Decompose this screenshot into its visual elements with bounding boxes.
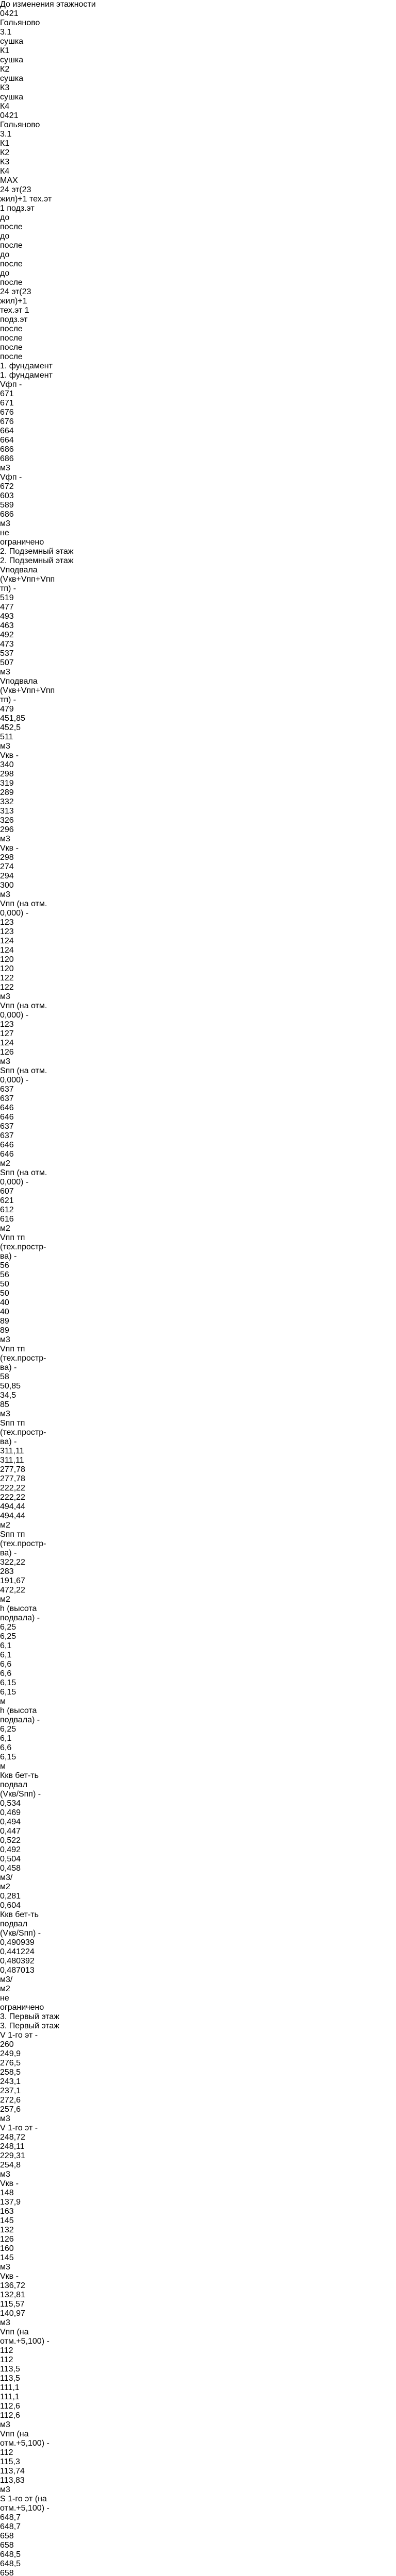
value-cell[interactable]: 56	[0, 1261, 9, 1270]
value-cell[interactable]: 6,6	[0, 1669, 12, 1678]
value-cell[interactable]: 311,11	[0, 1447, 24, 1455]
table-row	[0, 751, 396, 900]
value-cell[interactable]: 112	[0, 2448, 13, 2457]
value-cell[interactable]: 0,447	[0, 1827, 21, 1836]
unit-cell[interactable]: м3	[0, 519, 10, 528]
row-label-cell[interactable]: V 1-го эт -	[0, 2031, 38, 2040]
value-cell[interactable]: 479	[0, 705, 14, 714]
unit-cell[interactable]: м3	[0, 2485, 10, 2494]
value-cell[interactable]: 493	[0, 612, 14, 621]
value-cell[interactable]: 40	[0, 1298, 9, 1307]
value-cell[interactable]: 0,469	[0, 1808, 21, 1817]
unit-cell[interactable]: м3	[0, 2114, 10, 2123]
value-cell[interactable]: 511	[0, 733, 13, 741]
table-row	[0, 2179, 396, 2328]
value-cell[interactable]: 6,15	[0, 1679, 16, 1687]
value-cell[interactable]: 332	[0, 798, 14, 806]
project-ref-cell[interactable]: 0,604	[0, 1901, 21, 1910]
value-cell[interactable]: 89	[0, 1317, 9, 1326]
unit-cell[interactable]: м3	[0, 2170, 10, 2179]
unit-cell[interactable]: м2	[0, 1159, 10, 1168]
value-cell[interactable]: 274	[0, 862, 14, 871]
value-cell[interactable]: 113,5	[0, 2365, 20, 2374]
row-label-cell[interactable]: Vпп (на отм.+5,100) -	[0, 2430, 50, 2448]
group-header-k3[interactable]: сушка К3	[0, 74, 24, 92]
section-header-cell[interactable]: 2. Подземный этаж	[0, 556, 74, 565]
unit-cell[interactable]: м3/м2	[0, 1873, 13, 1891]
value-cell[interactable]: 298	[0, 770, 14, 778]
subcol-posle[interactable]: после	[0, 223, 23, 231]
value-cell[interactable]: 123	[0, 918, 14, 927]
value-cell[interactable]: 612	[0, 1206, 14, 1214]
value-cell[interactable]: 664	[0, 436, 14, 445]
value-cell[interactable]: 0,458	[0, 1864, 21, 1873]
value-cell[interactable]: 319	[0, 779, 14, 788]
value-cell[interactable]: 127	[0, 1029, 14, 1038]
unit-cell[interactable]: м2	[0, 1595, 10, 1604]
row-label-cell[interactable]: Vпп тп (тех.простр-ва) -	[0, 1233, 46, 1261]
value-cell[interactable]: 56	[0, 1270, 9, 1279]
value-cell[interactable]: 646	[0, 1150, 14, 1159]
value-cell[interactable]: 294	[0, 872, 14, 880]
value-cell[interactable]: 113,83	[0, 2476, 25, 2485]
unit-cell[interactable]: м	[0, 1762, 6, 1771]
row-label-cell[interactable]: S 1-го эт (на отм.+5,100) -	[0, 2495, 50, 2513]
value-cell[interactable]: 50	[0, 1280, 9, 1289]
value-cell[interactable]: 6,1	[0, 1734, 12, 1743]
value-cell[interactable]: 89	[0, 1326, 9, 1335]
value-cell[interactable]: 6,25	[0, 1725, 16, 1734]
value-cell[interactable]: 126	[0, 2235, 14, 2244]
value-cell[interactable]: 494,44	[0, 1502, 25, 1511]
unit-cell[interactable]: м3	[0, 2420, 10, 2429]
subcol-do[interactable]: до	[0, 232, 10, 241]
value-cell[interactable]: 6,15	[0, 1753, 16, 1761]
value-cell[interactable]: 621	[0, 1196, 14, 1205]
value-cell[interactable]: 258,5	[0, 2068, 21, 2077]
row-label-cell[interactable]: Vфп -	[0, 380, 22, 389]
right-table-subtitle[interactable]: 24 эт(23 жил)+1 тех.эт 1 подз.эт	[0, 287, 31, 324]
subcol-do[interactable]: до	[0, 269, 10, 278]
value-cell[interactable]: 115,57	[0, 2300, 25, 2309]
row-label-cell[interactable]: Ккв бет-ть подвал (Vкв/Sпп) -	[0, 1910, 41, 1938]
value-cell[interactable]: 163	[0, 2207, 14, 2216]
row-label-cell[interactable]: Vкв -	[0, 844, 19, 853]
max-cell[interactable]: не ограничено	[0, 1994, 44, 2012]
value-cell[interactable]: 283	[0, 1567, 14, 1576]
value-cell[interactable]: 298	[0, 853, 14, 862]
subcol-posle[interactable]: после	[0, 241, 23, 250]
value-cell[interactable]: 6,6	[0, 1743, 12, 1752]
value-cell[interactable]: 472,22	[0, 1586, 25, 1595]
value-cell[interactable]: 113,5	[0, 2374, 20, 2383]
value-cell[interactable]: 254,8	[0, 2161, 21, 2170]
value-cell[interactable]: 136,72	[0, 2281, 25, 2290]
value-cell[interactable]: 494,44	[0, 1512, 25, 1520]
value-cell[interactable]: 637	[0, 1131, 14, 1140]
value-cell[interactable]: 237,1	[0, 2087, 21, 2095]
col-header-k3[interactable]: К3	[0, 158, 10, 166]
value-cell[interactable]: 0,487013	[0, 1966, 35, 1975]
value-cell[interactable]: 124	[0, 937, 14, 945]
value-cell[interactable]: 686	[0, 445, 14, 454]
value-cell[interactable]: 277,78	[0, 1465, 25, 1474]
max-header[interactable]: MAX	[0, 176, 18, 185]
value-cell[interactable]: 473	[0, 640, 14, 649]
unit-cell[interactable]: м3	[0, 1057, 10, 1066]
subcol-posle[interactable]: после	[0, 325, 23, 333]
value-cell[interactable]: 637	[0, 1122, 14, 1131]
table-row	[0, 2012, 396, 2031]
value-cell[interactable]: 140,97	[0, 2309, 25, 2318]
value-cell[interactable]: 120	[0, 964, 14, 973]
value-cell[interactable]: 589	[0, 501, 14, 510]
value-cell[interactable]: 123	[0, 927, 14, 936]
value-cell[interactable]: 519	[0, 594, 14, 602]
value-cell[interactable]: 0,480392	[0, 1957, 35, 1965]
spreadsheet-gridlines	[0, 0, 396, 245]
value-cell[interactable]: 0,522	[0, 1836, 21, 1845]
value-cell[interactable]: 6,1	[0, 1651, 12, 1659]
subcol-do[interactable]: до	[0, 250, 10, 259]
value-cell[interactable]: 326	[0, 816, 14, 825]
value-cell[interactable]: 112,6	[0, 2411, 20, 2420]
table-row	[0, 1771, 396, 2012]
table-row	[0, 566, 396, 751]
row-label-cell[interactable]: Sпп тп (тех.простр-ва) -	[0, 1419, 46, 1446]
unit-cell[interactable]: м3	[0, 2318, 10, 2327]
value-cell[interactable]: 132	[0, 2226, 14, 2234]
row-label-cell[interactable]: V 1-го эт -	[0, 2124, 38, 2132]
value-cell[interactable]: 277,78	[0, 1475, 25, 1483]
table-row	[0, 1233, 396, 1419]
value-cell[interactable]: 124	[0, 946, 14, 955]
value-cell[interactable]: 120	[0, 955, 14, 964]
section-header-cell[interactable]: 1. фундамент	[0, 362, 53, 370]
value-cell[interactable]: 492	[0, 631, 14, 639]
table-row	[0, 380, 396, 547]
value-cell[interactable]: 248,72	[0, 2133, 25, 2142]
value-cell[interactable]: 648,5	[0, 2560, 21, 2568]
value-cell[interactable]: 300	[0, 881, 14, 890]
row-label-cell[interactable]: Vкв -	[0, 2272, 19, 2281]
value-cell[interactable]: 248,11	[0, 2142, 25, 2151]
unit-cell[interactable]: м2	[0, 1224, 10, 1233]
row-label-cell[interactable]: Sпп (на отм. 0,000) -	[0, 1066, 47, 1084]
unit-cell[interactable]: м3	[0, 1410, 10, 1418]
subcol-posle[interactable]: после	[0, 343, 23, 352]
value-cell[interactable]: 122	[0, 974, 14, 982]
value-cell[interactable]: 276,5	[0, 2059, 21, 2067]
section-header-cell[interactable]: 1. фундамент	[0, 371, 53, 380]
subcol-do[interactable]: до	[0, 213, 10, 222]
unit-cell[interactable]: м3	[0, 668, 10, 676]
value-cell[interactable]: 658	[0, 2569, 14, 2576]
value-cell[interactable]: 340	[0, 760, 14, 769]
row-label-cell[interactable]: Vпп (на отм. 0,000) -	[0, 1002, 47, 1020]
value-cell[interactable]: 637	[0, 1094, 14, 1103]
value-cell[interactable]: 112	[0, 2346, 13, 2355]
value-cell[interactable]: 112	[0, 2355, 13, 2364]
value-cell[interactable]: 616	[0, 1215, 14, 1224]
value-cell[interactable]: 686	[0, 454, 14, 463]
value-cell[interactable]: 229,31	[0, 2151, 25, 2160]
group-header-k2[interactable]: сушка К2	[0, 56, 24, 74]
value-cell[interactable]: 686	[0, 510, 14, 519]
value-cell[interactable]: 646	[0, 1104, 14, 1112]
unit-cell[interactable]: м3	[0, 1335, 10, 1344]
table-row	[0, 1419, 396, 1604]
left-table-title[interactable]: 0421 Гольяново 3.1	[0, 9, 40, 37]
unit-cell[interactable]: м3	[0, 835, 10, 843]
value-cell[interactable]: 124	[0, 1039, 14, 1047]
value-cell[interactable]: 648,5	[0, 2550, 21, 2559]
value-cell[interactable]: 0,441224	[0, 1947, 35, 1956]
table-row	[0, 1066, 396, 1233]
table-row	[0, 900, 396, 1066]
row-label-cell[interactable]: Vпп (на отм. 0,000) -	[0, 900, 47, 918]
value-cell[interactable]: 311,11	[0, 1456, 24, 1465]
col-header-k4[interactable]: К4	[0, 167, 10, 176]
unit-cell[interactable]: м3	[0, 992, 10, 1001]
section-header-cell[interactable]: 2. Подземный этаж	[0, 547, 74, 556]
unit-cell[interactable]: м3	[0, 890, 10, 899]
value-cell[interactable]: 637	[0, 1085, 14, 1094]
value-cell[interactable]: 126	[0, 1048, 14, 1057]
value-cell[interactable]: 122	[0, 983, 14, 992]
value-cell[interactable]: 0,492	[0, 1845, 21, 1854]
value-cell[interactable]: 671	[0, 399, 14, 408]
unit-cell[interactable]: м3	[0, 742, 10, 751]
table-row	[0, 362, 396, 380]
table-row	[0, 547, 396, 566]
section-header-cell[interactable]: 3. Первый этаж	[0, 2012, 60, 2021]
group-header-k1[interactable]: сушка К1	[0, 37, 24, 55]
project-ref-cell[interactable]: 0,281	[0, 1892, 21, 1901]
value-cell[interactable]: 148	[0, 2189, 14, 2197]
subcol-posle[interactable]: после	[0, 352, 23, 361]
table-body	[0, 362, 396, 2576]
value-cell[interactable]: 222,22	[0, 1484, 25, 1493]
group-header-k4[interactable]: сушка К4	[0, 93, 24, 111]
value-cell[interactable]: 112,6	[0, 2402, 20, 2411]
row-label-cell[interactable]: Ккв бет-ть подвал (Vкв/Sпп) -	[0, 1771, 41, 1799]
value-cell[interactable]: 537	[0, 649, 14, 658]
value-cell[interactable]: 50	[0, 1289, 9, 1298]
value-cell[interactable]: 249,9	[0, 2049, 21, 2058]
value-cell[interactable]: 0,494	[0, 1818, 21, 1826]
row-label-cell[interactable]: Vфп -	[0, 473, 22, 482]
value-cell[interactable]: 452,5	[0, 723, 21, 732]
value-cell[interactable]: 58	[0, 1372, 9, 1381]
value-cell[interactable]: 257,6	[0, 2105, 21, 2114]
value-cell[interactable]: 658	[0, 2532, 14, 2540]
unit-cell[interactable]: м3/м2	[0, 1975, 13, 1993]
value-cell[interactable]: 648,7	[0, 2522, 21, 2531]
max-cell[interactable]: не ограничено	[0, 529, 44, 547]
col-header-k2[interactable]: К2	[0, 148, 10, 157]
unit-cell[interactable]: м	[0, 1697, 6, 1706]
subcol-posle[interactable]: после	[0, 260, 23, 268]
row-label-cell[interactable]: Vподвала (Vкв+Vпп+Vпп тп) -	[0, 677, 55, 704]
value-cell[interactable]: 671	[0, 389, 14, 398]
value-cell[interactable]: 607	[0, 1187, 14, 1196]
value-cell[interactable]: 272,6	[0, 2096, 21, 2105]
value-cell[interactable]: 40	[0, 1308, 9, 1316]
left-table-subtitle[interactable]: 24 эт(23 жил)+1 тех.эт 1 подз.эт	[0, 185, 52, 213]
row-label-cell[interactable]: Sпп (на отм. 0,000) -	[0, 1168, 47, 1187]
value-cell[interactable]: 296	[0, 825, 14, 834]
subcol-posle[interactable]: после	[0, 278, 23, 287]
value-cell[interactable]: 111,1	[0, 2393, 20, 2401]
value-cell[interactable]: 451,85	[0, 714, 25, 723]
value-cell[interactable]: 115,3	[0, 2458, 20, 2466]
row-label-cell[interactable]: Sпп тп (тех.простр-ва) -	[0, 1530, 46, 1557]
row-label-cell[interactable]: Vкв -	[0, 751, 19, 760]
value-cell[interactable]: 0,490939	[0, 1938, 35, 1947]
value-cell[interactable]: 0,504	[0, 1855, 21, 1863]
value-cell[interactable]: 6,6	[0, 1660, 12, 1669]
value-cell[interactable]: 260	[0, 2040, 14, 2049]
value-cell[interactable]: 289	[0, 788, 14, 797]
unit-cell[interactable]: м2	[0, 1521, 10, 1530]
table-row	[0, 2495, 396, 2576]
right-table-title[interactable]: 0421 Гольяново 3.1	[0, 111, 40, 139]
value-cell[interactable]: 646	[0, 1141, 14, 1149]
value-cell[interactable]: 145	[0, 2216, 14, 2225]
value-cell[interactable]: 50,85	[0, 1382, 21, 1391]
value-cell[interactable]: 648,7	[0, 2513, 21, 2522]
value-cell[interactable]: 676	[0, 417, 14, 426]
row-label-cell[interactable]: Vпп тп (тех.простр-ва) -	[0, 1345, 46, 1372]
subcol-posle[interactable]: после	[0, 334, 23, 343]
value-cell[interactable]: 6,25	[0, 1632, 16, 1641]
row-label-cell[interactable]: Vподвала (Vкв+Vпп+Vпп тп) -	[0, 566, 55, 593]
value-cell[interactable]: 145	[0, 2253, 14, 2262]
value-cell[interactable]: 477	[0, 603, 14, 612]
row-label-cell[interactable]: Vкв -	[0, 2179, 19, 2188]
value-cell[interactable]: 85	[0, 1400, 9, 1409]
value-cell[interactable]: 6,15	[0, 1688, 16, 1697]
row-label-cell[interactable]: h (высота подвала) -	[0, 1604, 40, 1622]
unit-cell[interactable]: м3	[0, 2263, 10, 2272]
value-cell[interactable]: 603	[0, 492, 14, 500]
value-cell[interactable]: 6,25	[0, 1623, 16, 1632]
value-cell[interactable]: 132,81	[0, 2291, 25, 2299]
row-label-cell[interactable]: Vпп (на отм.+5,100) -	[0, 2328, 50, 2346]
value-cell[interactable]: 664	[0, 427, 14, 435]
value-cell[interactable]: 34,5	[0, 1391, 16, 1400]
value-cell[interactable]: 676	[0, 408, 14, 417]
section-header-cell[interactable]: 3. Первый этаж	[0, 2022, 60, 2030]
value-cell[interactable]: 507	[0, 658, 14, 667]
value-cell[interactable]: 313	[0, 807, 14, 816]
row-label-cell[interactable]: h (высота подвала) -	[0, 1706, 40, 1724]
value-cell[interactable]: 463	[0, 621, 14, 630]
unit-cell[interactable]: м3	[0, 464, 10, 472]
table-row	[0, 2328, 396, 2495]
value-cell[interactable]: 191,67	[0, 1577, 25, 1585]
value-cell[interactable]: 646	[0, 1113, 14, 1122]
value-cell[interactable]: 0,534	[0, 1799, 21, 1808]
value-cell[interactable]: 6,1	[0, 1641, 12, 1650]
value-cell[interactable]: 123	[0, 1020, 14, 1029]
col-header-k1[interactable]: К1	[0, 139, 10, 148]
table-row	[0, 1604, 396, 1771]
value-cell[interactable]: 658	[0, 2541, 14, 2550]
value-cell[interactable]: 222,22	[0, 1493, 25, 1502]
value-cell[interactable]: 243,1	[0, 2077, 21, 2086]
table-row	[0, 2031, 396, 2179]
value-cell[interactable]: 672	[0, 482, 14, 491]
value-cell[interactable]: 111,1	[0, 2383, 20, 2392]
value-cell[interactable]: 322,22	[0, 1558, 25, 1567]
value-cell[interactable]: 160	[0, 2244, 14, 2253]
value-cell[interactable]: 137,9	[0, 2198, 21, 2207]
note-cell[interactable]: До изменения этажности	[0, 0, 96, 9]
value-cell[interactable]: 113,74	[0, 2467, 25, 2476]
